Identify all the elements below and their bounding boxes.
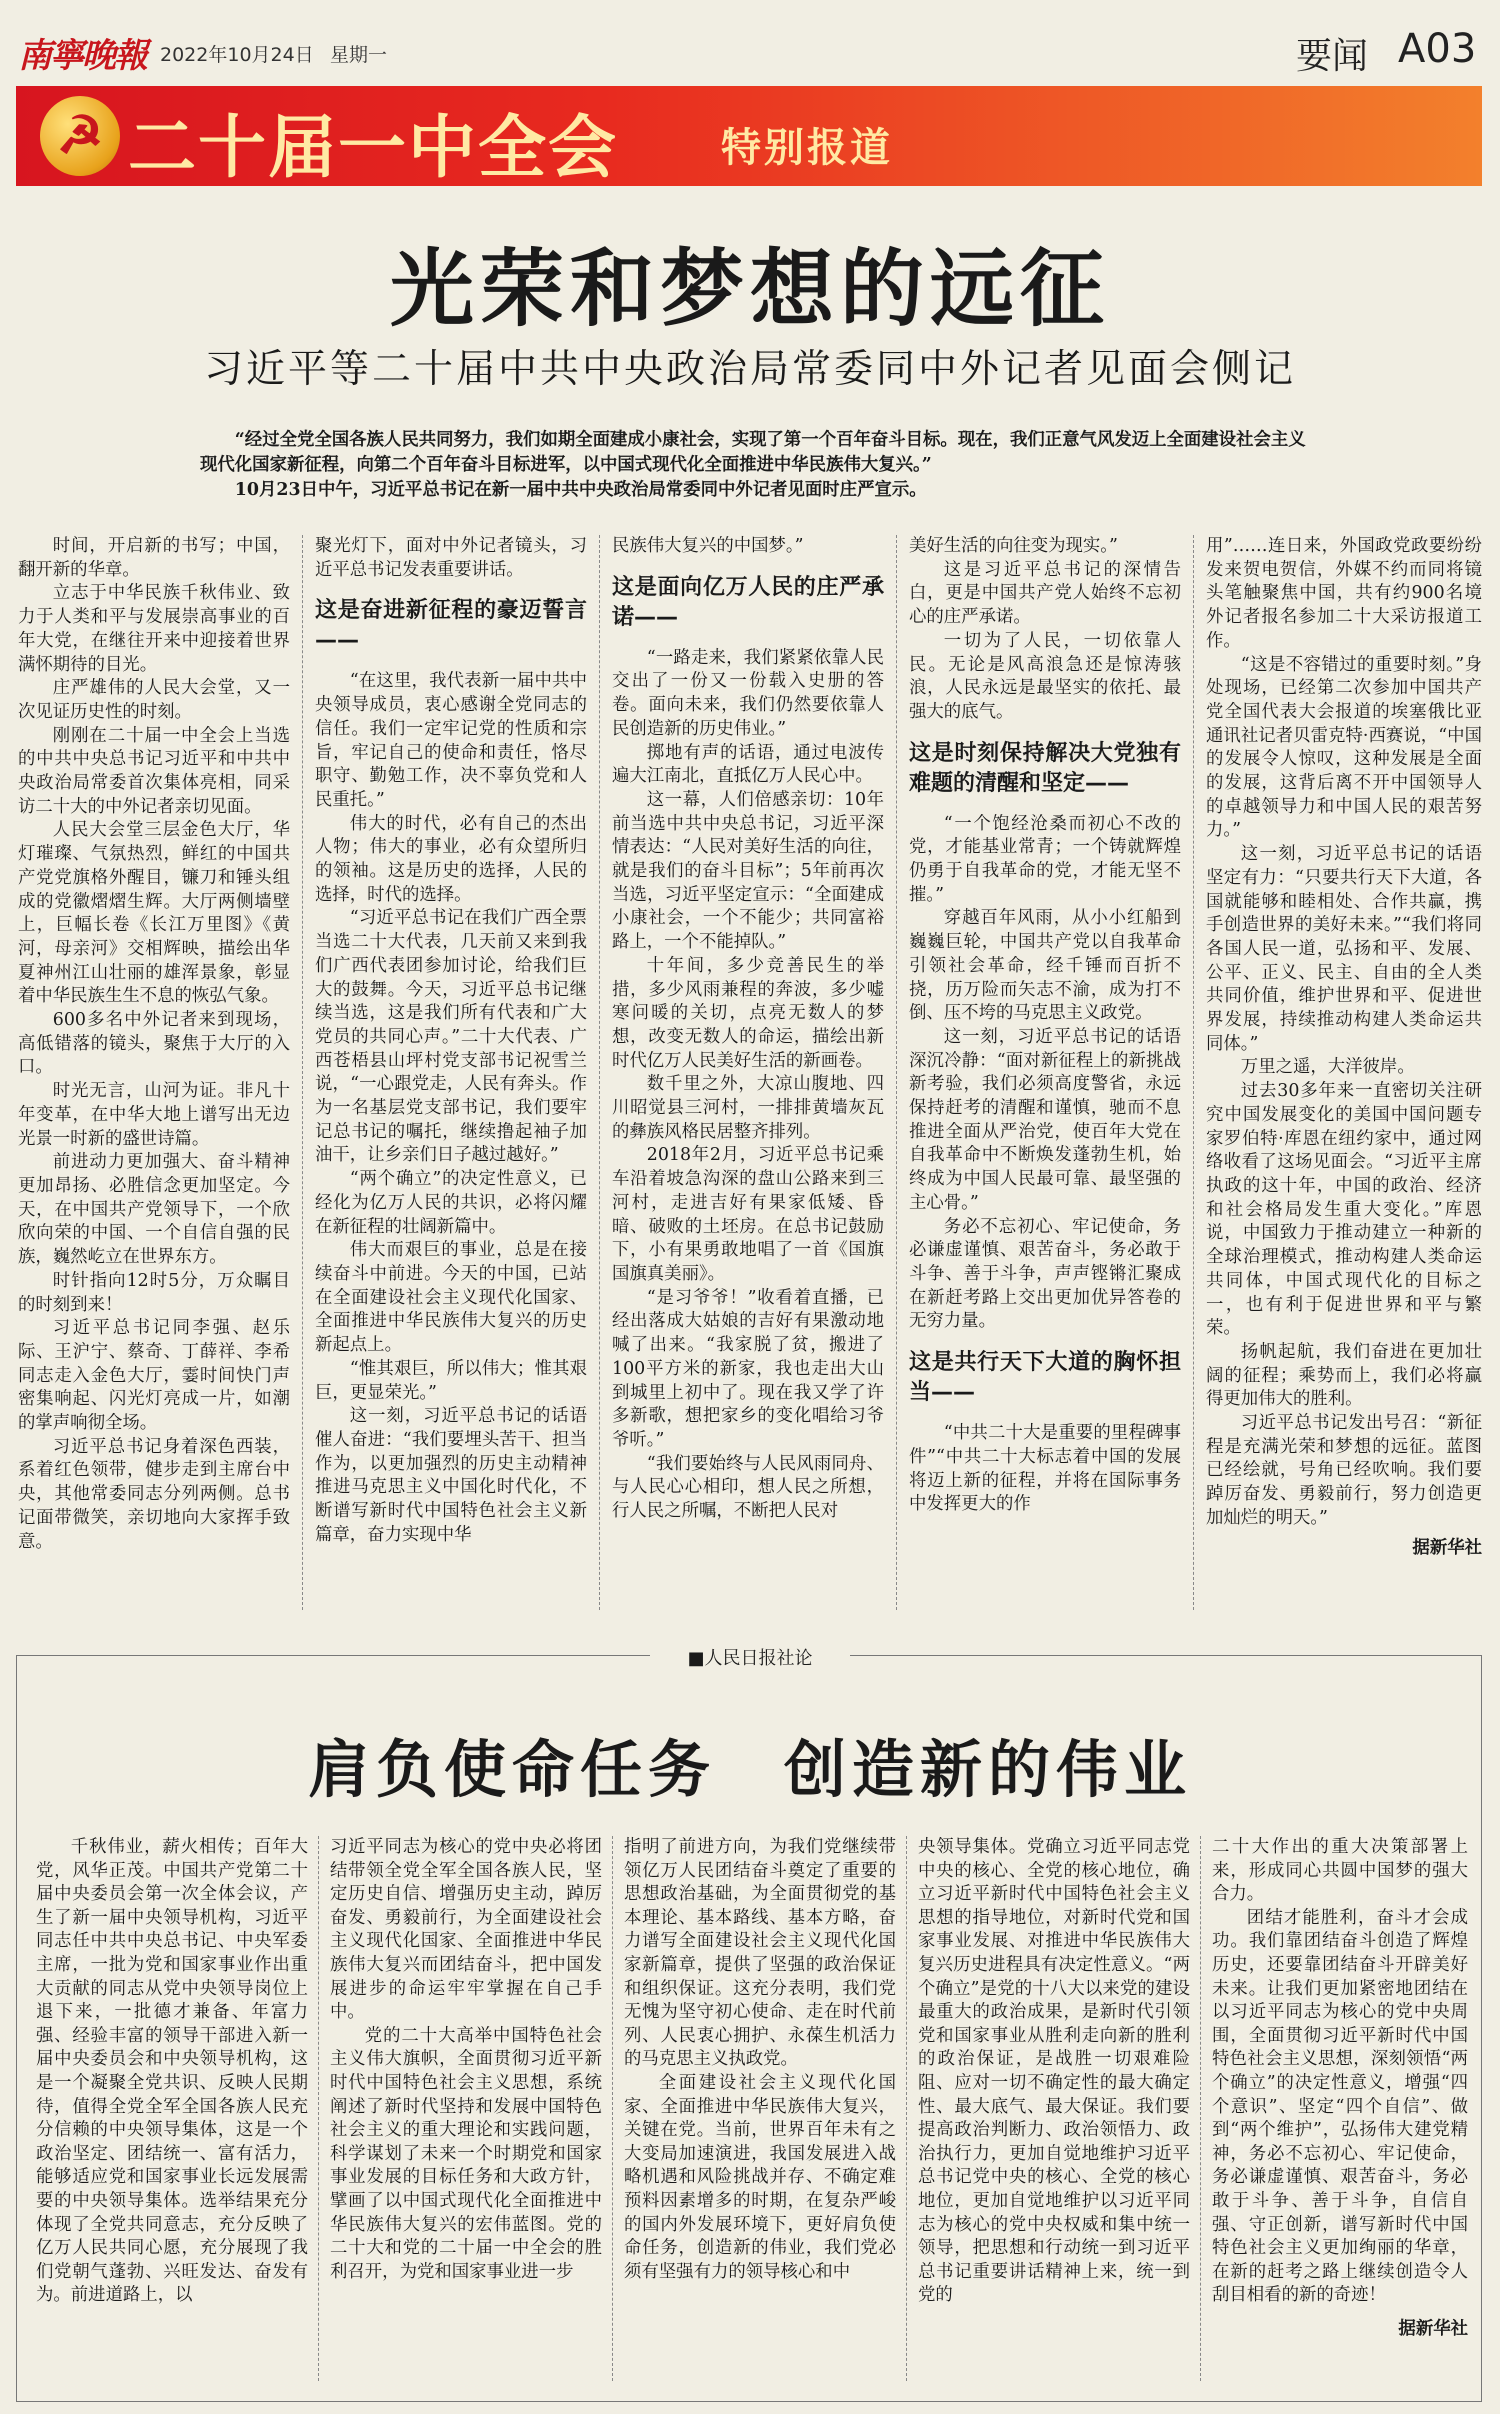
paragraph: 万里之遥，大洋彼岸。 xyxy=(1240,1057,1415,1078)
column-1-paragraphs xyxy=(18,535,290,1554)
paragraph: 数千里之外，大凉山腹地、四川昭觉县三河村，一排排黄墙灰瓦的彝族风格民居整齐排列。 xyxy=(612,1074,884,1142)
paragraph-continuation: 央领导集体。党确立习近平同志党中央的核心、全党的核心地位，确立习近平新时代中国特色社会主义思想的指导地位，对新时代党和国家事业发展、对推进中华民族伟大复兴历史进程具有决定性意义。“两个确立”是党的十八大以来党的建设最重大的政治成果，是新时代引领党和国家事业从胜利走向新的胜利的政治保证，是战胜一切艰难险阻、应对一切不确定性的最大确定性、最大底气、最大保证。我们要提高政治判断力、政治领悟力、政治执行力，更加自觉地维护习近平总书记党中央的核心、全党的核心地位，更加自觉地维护以习近平同志为核心的党中央权威和集中统一领导，把思想和行动统一到习近平总书记重要讲话精神上来，统一到党的 xyxy=(918,1837,1190,2306)
article-source: 据新华社 xyxy=(1412,1537,1482,1558)
paragraph-continuation: 聚光灯下，面对中外记者镜头，习近平总书记发表重要讲话。 xyxy=(315,536,587,580)
column-divider xyxy=(906,1836,907,2381)
column-divider xyxy=(302,535,303,1610)
paragraph: 庄严雄伟的人民大会堂，又一次见证历史性的时刻。 xyxy=(18,678,290,722)
paragraph: 务必不忘初心、牢记使命，务必谦虚谨慎、艰苦奋斗，务必敢于斗争、善于斗争，声声铿锵汇聚成在新赶考路上交出更加优异答卷的无穷力量。 xyxy=(909,1216,1181,1332)
paragraph-continuation: 用”……连日来，外国政党政要纷纷发来贺电贺信，外媒不约而同将镜头笔触聚焦中国，共有约900名境外记者报名参加二十大采访报道工作。 xyxy=(1206,536,1482,651)
column-3-paragraphs xyxy=(612,647,884,1524)
section-heading-4: 这是共行天下大道的胸怀担当—— xyxy=(909,1350,1181,1406)
paragraph: 过去30多年来一直密切关注研究中国发展变化的美国中国问题专家罗伯特·库恩在纽约家中，通过网络收看了这场见面会。“习近平主席执政的这十年，中国的政治、经济和社会格局发生重大变化。”库恩说，中国致力于推动建立一种新的全球治理模式，推动构建人类命运共同体，中国式现代化的目标之一，也有利于促进世界和平与繁荣。 xyxy=(1206,1081,1482,1339)
article-lead xyxy=(200,428,1310,503)
article-column-5 xyxy=(1206,535,1482,1615)
lead-quote: “经过全党全国各族人民共同努力，我们如期全面建成小康社会，实现了第一个百年奋斗目标。现在，我们正意气风发迈上全面建设社会主义现代化国家新征程，向第二个百年奋斗目标进军，以中国式现代化全面推进中华民族伟大复兴。” xyxy=(200,430,1306,475)
paragraph: “在这里，我代表新一届中共中央领导成员，衷心感谢全党同志的信任。我们一定牢记党的性质和宗旨，牢记自己的使命和责任，恪尽职守、勤勉工作，决不辜负党和人民重托。” xyxy=(315,671,587,810)
paragraph: 一切为了人民，一切依靠人民。无论是风高浪急还是惊涛骇浪，人民永远是最坚实的依托、最强大的底气。 xyxy=(909,630,1181,722)
paragraph: 立志于中华民族千秋伟业、致力于人类和平与发展崇高事业的百年大党，在继往开来中迎接着世界满怀期待的目光。 xyxy=(18,583,290,675)
column-divider xyxy=(599,535,600,1610)
paragraph: 扬帆起航，我们奋进在更加壮阔的征程；乘势而上，我们必将赢得更加伟大的胜利。 xyxy=(1206,1341,1482,1410)
paragraph-continuation: 民族伟大复兴的中国梦。” xyxy=(612,536,804,556)
column-4b-paragraphs xyxy=(909,813,1181,1334)
paragraph: 这是习近平总书记的深情告白，更是中国共产党人始终不忘初心的庄严承诺。 xyxy=(909,559,1181,628)
paragraph: 时针指向12时5分，万众瞩目的时刻到来！ xyxy=(18,1270,290,1315)
column-4a-paragraphs xyxy=(909,559,1181,725)
editorial-source: 据新华社 xyxy=(1398,2318,1468,2339)
column-divider xyxy=(612,1836,613,2381)
party-emblem-icon: ☭ xyxy=(40,96,120,176)
section-heading-2: 这是面向亿万人民的庄严承诺—— xyxy=(612,574,884,630)
paragraph: 时光无言，山河为证。非凡十年变革，在中华大地上谱写出无边光景一时新的盛世诗篇。 xyxy=(18,1081,290,1149)
paragraph-continuation: 习近平同志为核心的党中央必将团结带领全党全军全国各族人民，坚定历史自信、增强历史主动，踔厉奋发、勇毅前行，为全面建设社会主义现代化国家、全面推进中华民族伟大复兴而团结奋斗，把中国发展进步的命运牢牢掌握在自己手中。 xyxy=(330,1837,602,2023)
article-title: 光荣和梦想的远征 xyxy=(389,239,1110,338)
paragraph: 习近平总书记发出号召：“新征程是充满光荣和梦想的远征。蓝图已经绘就，号角已经吹响。我们要踔厉奋发、勇毅前行，努力创造更加灿烂的明天。” xyxy=(1206,1413,1482,1528)
editorial-column-2 xyxy=(330,1836,602,2381)
paragraph: “惟其艰巨，所以伟大；惟其艰巨，更显荣光。” xyxy=(315,1358,587,1403)
paragraph: 伟大而艰巨的事业，总是在接续奋斗中前进。今天的中国，已站在全面建设社会主义现代化国家、全面推进中华民族伟大复兴的历史新起点上。 xyxy=(315,1240,587,1356)
banner-tag: 特别报道 xyxy=(721,125,893,171)
paragraph: 十年间，多少竞善民生的举措，多少风雨兼程的奔波，多少嘘寒问暖的关切，点亮无数人的梦想，改变无数人的命运，描绘出新时代亿万人民美好生活的新画卷。 xyxy=(612,955,884,1071)
paragraph: 掷地有声的话语，通过电波传遍大江南北，直抵亿万人民心中。 xyxy=(612,742,884,787)
editorial-column-4 xyxy=(918,1836,1190,2381)
article-column-2 xyxy=(315,535,587,1615)
column-4c-paragraphs xyxy=(909,1422,1181,1517)
paragraph: 600多名中外记者来到现场，高低错落的镜头，聚焦于大厅的入口。 xyxy=(18,1010,290,1078)
paragraph: “中共二十大是重要的里程碑事件”“中共二十大标志着中国的发展将迈上新的征程，并将在国际事务中发挥更大的作 xyxy=(909,1423,1181,1515)
column-divider xyxy=(896,535,897,1610)
column-divider xyxy=(318,1836,319,2381)
banner-title: 二十届一中全会 xyxy=(128,109,619,188)
paragraph: 千秋伟业，薪火相传；百年大党，风华正茂。中国共产党第二十届中央委员会第一次全体会议，产生了新一届中央领导机构，习近平同志任中共中央总书记、中央军委主席，一批为党和国家事业作出重大贡献的同志从党中央领导岗位上退下来，一批德才兼备、年富力强、经验丰富的领导干部进入新一届中央委员会和中央领导机构，这是一个凝聚全党共识、反映人民期待，值得全党全军全国各族人民充分信赖的中央领导集体，这是一个政治坚定、团结统一、富有活力，能够适应党和国家事业长远发展需要的中央领导集体。选举结果充分体现了全党共同意志，充分反映了亿万人民共同心愿，充分展现了我们党朝气蓬勃、兴旺发达、奋发有为。前进道路上，以 xyxy=(36,1837,308,2306)
section-heading-1: 这是奋进新征程的豪迈誓言—— xyxy=(315,598,587,654)
column-5-paragraphs xyxy=(1206,654,1482,1531)
paragraph: 穿越百年风雨，从小小红船到巍巍巨轮，中国共产党以自我革命引领社会革命，经千锤而百折不挠，历万险而矢志不渝，成为打不倒、压不垮的马克思主义政党。 xyxy=(909,908,1181,1024)
article-column-1 xyxy=(18,535,290,1615)
column-2-paragraphs xyxy=(315,670,587,1547)
paragraph: 习近平总书记身着深色西装，系着红色领带，健步走到主席台中央，其他常委同志分列两侧。总书记面带微笑，亲切地向大家挥手致意。 xyxy=(18,1436,290,1552)
paragraph: “是习爷爷！”收看着直播，已经出落成大姑娘的吉好有果激动地喊了出来。“我家脱了贫，搬进了100平方米的新家，我也走出大山到城里上初中了。现在我又学了许多新歌，想把家乡的变化唱给习爷爷听。” xyxy=(612,1287,884,1450)
issue-weekday: 星期一 xyxy=(330,44,388,66)
article-column-4 xyxy=(909,535,1181,1615)
editorial-column-1-paragraphs xyxy=(36,1836,308,2308)
editorial-title: 肩负使命任务 创造新的伟业 xyxy=(307,1733,1192,1806)
paragraph: 团结才能胜利，奋斗才会成功。我们靠团结奋斗创造了辉煌历史，还要靠团结奋斗开辟美好未来。让我们更加紧密地团结在以习近平同志为核心的党中央周围，全面贯彻习近平新时代中国特色社会主义思想，深刻领悟“两个确立”的决定性意义，增强“四个意识”、坚定“四个自信”、做到“两个维护”，弘扬伟大建党精神，务必不忘初心、牢记使命，务必谦虚谨慎、艰苦奋斗，务必敢于斗争、善于斗争，自信自强、守正创新，谱写新时代中国特色社会主义更加绚丽的华章，在新的赶考之路上继续创造令人刮目相看的新的奇迹！ xyxy=(1212,1907,1468,2306)
paragraph: “我们要始终与人民风雨同舟、与人民心心相印，想人民之所想，行人民之所嘱，不断把人民对 xyxy=(612,1453,884,1522)
paragraph: 全面建设社会主义现代化国家、全面推进中华民族伟大复兴，关键在党。当前，世界百年未有之大变局加速演进，我国发展进入战略机遇和风险挑战并存、不确定难预料因素增多的时期，在复杂严峻的国内外发展环境下，更好肩负使命任务，创造新的伟业，我们党必须有坚强有力的领导核心和中 xyxy=(624,2072,896,2282)
section-name: 要闻 xyxy=(1296,36,1369,77)
paragraph: 这一刻，习近平总书记的话语催人奋进：“我们要埋头苦干、担当作为，以更加强烈的历史主动精神推进马克思主义中国化时代化，不断谱写新时代中国特色社会主义新篇章，奋力实现中华 xyxy=(315,1406,587,1545)
paragraph: 党的二十大高举中国特色社会主义伟大旗帜，全面贯彻习近平新时代中国特色社会主义思想，系统阐述了新时代坚持和发展中国特色社会主义的重大理论和实践问题，科学谋划了未来一个时期党和国家事业发展的目标任务和大政方针，擘画了以中国式现代化全面推进中华民族伟大复兴的宏伟蓝图。党的二十大和党的二十届一中全会的胜利召开，为党和国家事业进一步 xyxy=(330,2025,602,2282)
editorial-column-5-paragraphs xyxy=(1212,1907,1468,2308)
article-column-3 xyxy=(612,535,884,1615)
special-report-banner xyxy=(16,86,1482,186)
lead-intro: 10月23日中午，习近平总书记在新一届中共中央政治局常委同中外记者见面时庄严宣示。 xyxy=(234,480,927,500)
paragraph: “习近平总书记在我们广西全票当选二十大代表，几天前又来到我们广西代表团参加讨论，给我们巨大的鼓舞。今天，习近平总书记继续当选，这是我们所有代表和广大党员的共同心声。”二十大代表、广西苍梧县山坪村党支部书记祝雪兰说，“一心跟党走，人民有奔头。作为一名基层党支部书记，我们要牢记总书记的嘱托，继续撸起袖子加油干，让乡亲们日子越过越好。” xyxy=(315,908,587,1166)
paragraph: 时间，开启新的书写；中国，翻开新的华章。 xyxy=(18,536,290,580)
column-divider xyxy=(1193,535,1194,1610)
issue-date: 2022年10月24日 xyxy=(160,44,314,66)
masthead-logo: 南寧晚報 xyxy=(18,36,146,76)
paragraph: 人民大会堂三层金色大厅，华灯璀璨、气氛热烈，鲜红的中国共产党党旗格外醒目，镰刀和锤头组成的党徽熠熠生辉。大厅两侧墙壁上，巨幅长卷《长江万里图》《黄河，母亲河》交相辉映，描绘出华夏神州江山壮丽的雄浑景象，彰显着中华民族生生不息的恢弘气象。 xyxy=(18,820,290,1007)
paragraph: 前进动力更加强大、奋斗精神更加昂扬、必胜信念更加坚定。今天，在中国共产党领导下，一个欣欣向荣的中国、一个自信自强的民族，巍然屹立在世界东方。 xyxy=(18,1152,290,1268)
paragraph: 这一刻，习近平总书记的话语坚定有力：“只要共行天下大道，各国就能够和睦相处、合作共赢，携手创造世界的美好未来。”“我们将同各国人民一道，弘扬和平、发展、公平、正义、民主、自由的全人类共同价值，维护世界和平、促进世界发展，持续推动构建人类命运共同体。” xyxy=(1206,844,1482,1054)
paragraph: 刚刚在二十届一中全会上当选的中共中央总书记习近平和中共中央政治局常委首次集体亮相，同采访二十大的中外记者亲切见面。 xyxy=(18,725,290,817)
paragraph-continuation: 二十大作出的重大决策部署上来，形成同心共圆中国梦的强大合力。 xyxy=(1212,1837,1468,1905)
editorial-label: ■人民日报社论 xyxy=(650,1644,850,1668)
editorial-column-5 xyxy=(1212,1836,1468,2381)
paragraph: 这一刻，习近平总书记的话语深沉冷静：“面对新征程上的新挑战新考验，我们必须高度警省，永远保持赶考的清醒和谨慎，驰而不息推进全面从严治党，使百年大党在自我革命中不断焕发蓬勃生机，始终成为中国人民最可靠、最坚强的主心骨。” xyxy=(909,1026,1181,1213)
section-heading-3: 这是时刻保持解决大党独有难题的清醒和坚定—— xyxy=(909,740,1181,796)
paragraph: “这是不容错过的重要时刻。”身处现场，已经第二次参加中国共产党全国代表大会报道的埃塞俄比亚通讯社记者贝雷克特·西赛说，“中国的发展令人惊叹，这种发展是全面的发展，这背后离不开中国领导人的卓越领导力和中国人民的艰苦努力。” xyxy=(1206,654,1482,841)
paragraph: “一个饱经沧桑而初心不改的党，才能基业常青；一个铸就辉煌仍勇于自我革命的党，才能无坚不摧。” xyxy=(909,813,1181,905)
paragraph: 这一幕，人们倍感亲切：10年前当选中共中央总书记，习近平深情表达：“人民对美好生活的向往，就是我们的奋斗目标”；5年前再次当选，习近平坚定宣示：“全面建成小康社会，一个不能少；共同富裕路上，一个不能掉队。” xyxy=(612,789,884,953)
page-number: A03 xyxy=(1398,26,1477,72)
editorial-column-3-paragraphs xyxy=(624,2072,896,2284)
editorial-column-2-paragraphs xyxy=(330,2025,602,2285)
paragraph: 习近平总书记同李强、赵乐际、王沪宁、蔡奇、丁薛祥、李希同志走入金色大厅，霎时间快门声密集响起、闪光灯亮成一片，如潮的掌声响彻全场。 xyxy=(18,1318,290,1434)
editorial-column-1 xyxy=(36,1836,308,2381)
paragraph-continuation: 指明了前进方向，为我们党继续带领亿万人民团结奋斗奠定了重要的思想政治基础，为全面贯彻党的基本理论、基本路线、基本方略，奋力谱写全面建设社会主义现代化国家新篇章，提供了坚强的政治保证和组织保证。这充分表明，我们党无愧为坚守初心使命、走在时代前列、人民衷心拥护、永葆生机活力的马克思主义执政党。 xyxy=(624,1837,896,2070)
editorial-column-3 xyxy=(624,1836,896,2381)
paragraph: “一路走来，我们紧紧依靠人民交出了一份又一份载入史册的答卷。面向未来，我们仍然要依靠人民创造新的历史伟业。” xyxy=(612,647,884,739)
paragraph-continuation: 美好生活的向往变为现实。” xyxy=(909,536,1118,556)
article-subtitle: 习近平等二十届中共中央政治局常委同中外记者见面会侧记 xyxy=(203,347,1296,392)
paragraph: 伟大的时代，必有自己的杰出人物；伟大的事业，必有众望所归的领袖。这是历史的选择，人民的选择，时代的选择。 xyxy=(315,813,587,905)
paragraph: “两个确立”的决定性意义，已经化为亿万人民的共识，必将闪耀在新征程的壮阔新篇中。 xyxy=(315,1169,587,1237)
column-divider xyxy=(1200,1836,1201,2381)
paragraph: 2018年2月，习近平总书记乘车沿着坡急沟深的盘山公路来到三河村，走进吉好有果家低矮、昏暗、破败的土坯房。在总书记鼓励下，小有果勇敢地唱了一首《国旗国旗真美丽》。 xyxy=(612,1145,884,1284)
